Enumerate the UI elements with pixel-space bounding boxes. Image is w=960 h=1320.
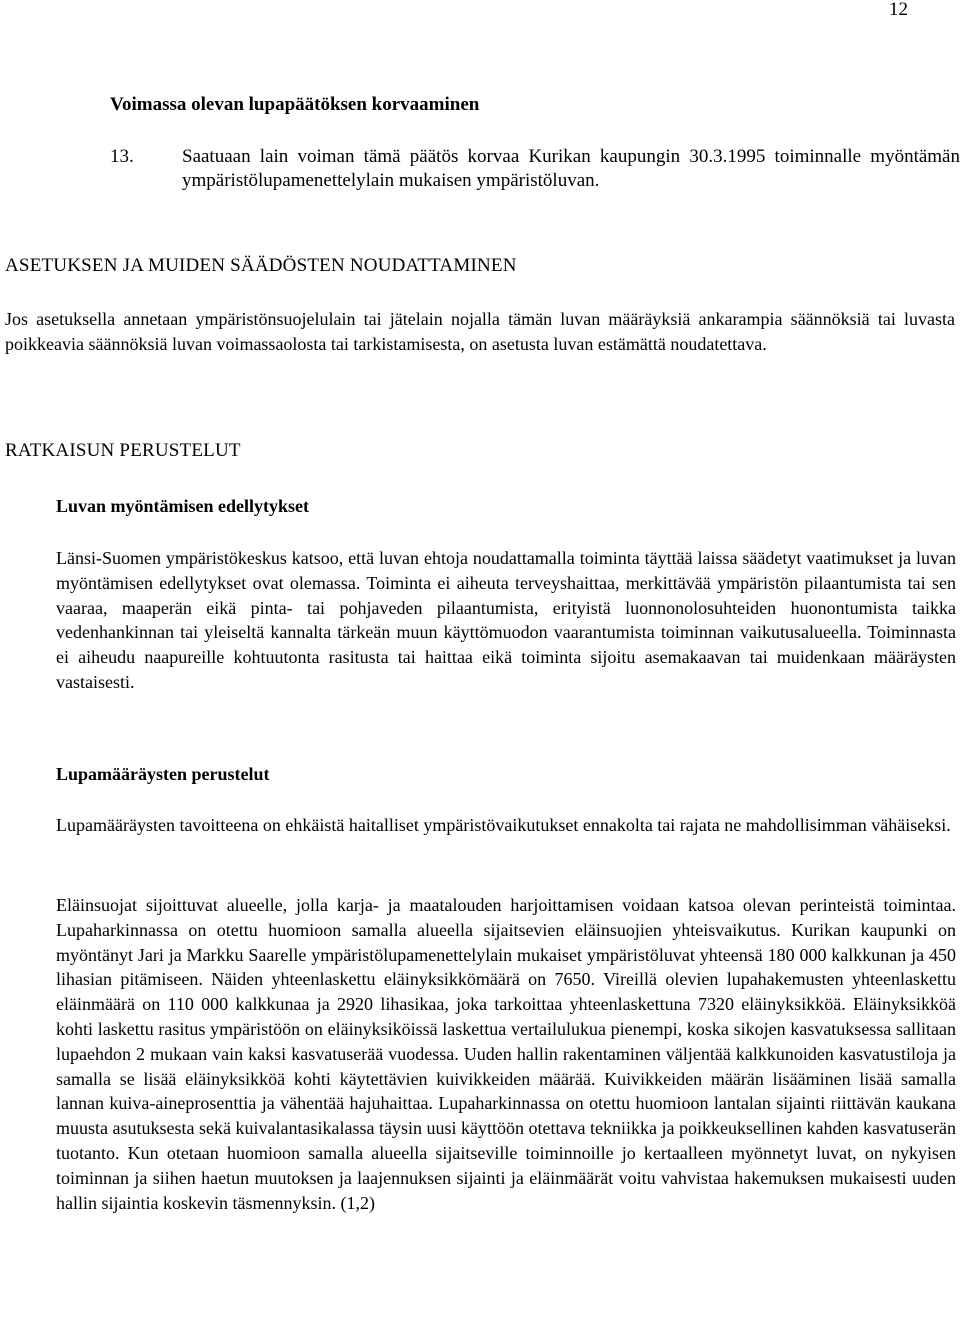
regulations-heading: ASETUKSEN JA MUIDEN SÄÄDÖSTEN NOUDATTAMINEN [5,255,517,276]
permit-conditions-paragraph: Länsi-Suomen ympäristökeskus katsoo, että luvan ehtoja noudattamalla toiminta täyttää laissa säädetyt vaatimukset ja luvan myöntämisen edellytykset ovat olemassa. Toiminta ei aiheuta terveyshaittaa, merkittävää ympäristön pilaantumista tai sen vaaraa, maaperän eikä pinta- tai pohjaveden pilaantumista, erityistä luonnonolosuhteiden huonontumista taikka vedenhankinnan tai yleiseltä kannalta tärkeän muun käyttömuodon vaarantumista toiminnan vaikutusalueella. Toiminnasta ei aiheudu naapureille kohtuutonta rasitusta tai haittaa eikä toiminta sijoitu asemakaavan tai muidenkaan määräysten vastaisesti. [56,548,956,692]
page-number: 12 [889,0,908,20]
regulations-paragraph: Jos asetuksella annetaan ympäristönsuojelulain tai jätelain nojalla tämän luvan määräyksiä ankarampia säännöksiä tai luvasta poikkeavia säännöksiä luvan voimassaolosta tai tarkistamisesta, on asetusta luvan estämättä noudatettava. [5,309,955,354]
item-number: 13. [110,146,134,167]
item-text: Saatuaan lain voiman tämä päätös korvaa Kurikan kaupungin 30.3.1995 toiminnalle myöntämän ympäristölupamenettelylain mukaisen ympäristöluvan. [182,146,960,191]
permit-conditions-heading: Luvan myöntämisen edellytykset [56,496,310,516]
regulation-grounds-paragraph: Lupamääräysten tavoitteena on ehkäistä haitalliset ympäristövaikutukset ennakolta tai rajata ne mahdollisimman vähäiseksi. [56,815,951,835]
regulation-grounds-heading: Lupamääräysten perustelut [56,764,270,784]
decision-item-13 [110,145,960,193]
grounds-heading: RATKAISUN PERUSTELUT [5,440,241,461]
location-paragraph: Eläinsuojat sijoittuvat alueelle, jolla karja- ja maatalouden harjoittamisen voidaan katsoa olevan perinteistä toimintaa. Lupaharkinnassa on otettu huomioon samalla alueella sijaitsevien eläinsuojien yhteisvaikutus. Kurikan kaupunki on myöntänyt Jari ja Markku Saarelle ympäristölupamenettelylain mukaiset ympäristöluvat yhteensä 180 000 kalkkunan ja 450 lihasian pitämiseen. Näiden yhteenlaskettu eläinyksikkömäärä on 7650. Vireillä olevien lupahakemusten yhteenlaskettu eläinmäärä on 110 000 kalkkunaa ja 2920 lihasikaa, joka tarkoittaa yhteenlaskettuna 7320 eläinyksikköä. Eläinyksikköä kohti laskettu rasitus ympäristöön on eläinyksiköissä laskettua vertailulukua pienempi, koska sikojen kasvatuksessa sallitaan lupaehdon 2 mukaan vain kaksi kasvatuserää vuodessa. Uuden hallin rakentaminen väljentää kalkkunoiden kasvatustiloja ja samalla se lisää eläinyksikköä kohti käytettävien kuivikkeiden määrää. Kuivikkeiden määrän lisääminen lisää samalla lannan kuiva-aineprosenttia ja vähentää hajuhaittaa. Lupaharkinnassa on otettu huomioon lantalan sijainti riittävän kaukana muusta asutuksesta sekä kuivalantasikalassa täysin uusi käyttöön otettava tekniikka ja poikkeuksellinen kahden kasvatuserän tuotanto. Kun otetaan huomioon samalla alueella sijaitseville toiminnoille jo kertaalleen myönnetyt luvat, on nykyisen toiminnan ja siihen haetun muutoksen ja laajennuksen sijainti ja eläinmäärät voitu vahvistaa hakemuksen mukaisesti uuden hallin sijaintia koskevin täsmennyksin. (1,2) [56,895,956,1213]
replacement-heading: Voimassa olevan lupapäätöksen korvaaminen [110,94,480,115]
